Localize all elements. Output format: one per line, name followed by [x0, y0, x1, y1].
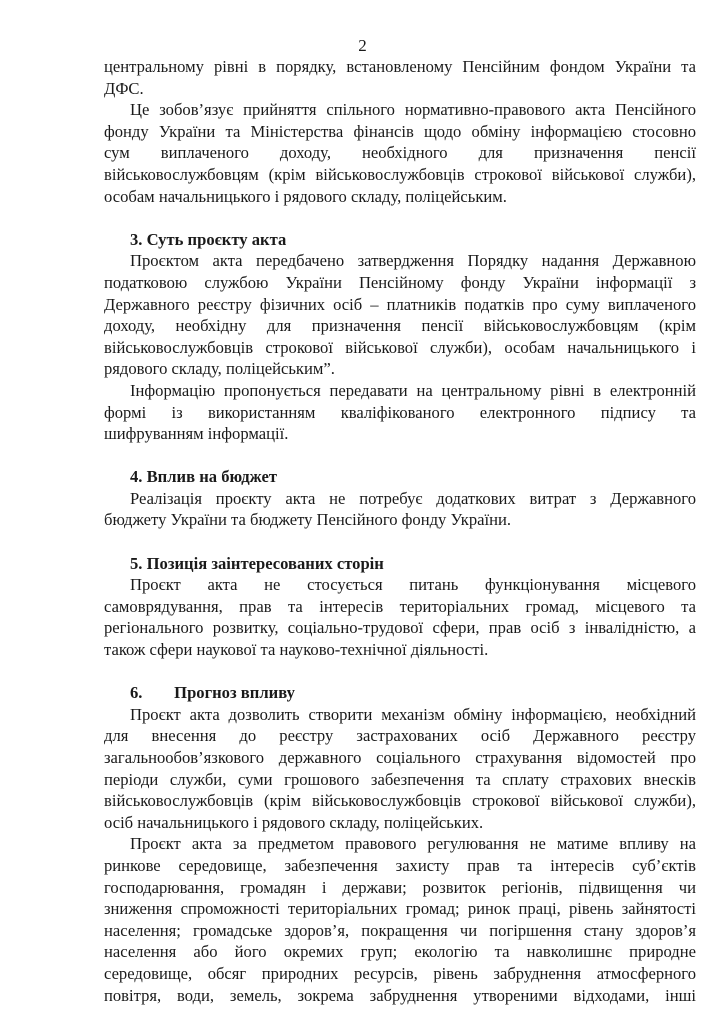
paragraph: [104, 488, 696, 531]
paragraph: [104, 833, 696, 1006]
text-line: осіб начальницького і рядового складу, поліцейських.: [104, 812, 484, 832]
section-number: 5.: [130, 553, 143, 573]
text-line: також сфери наукової та науково-технічної діяльності.: [104, 640, 489, 660]
text-line: Проєкт акта не стосується питань функціонування місцевого: [130, 575, 696, 595]
text-line: Проєкт акта за предметом правового регулювання не матиме впливу на: [130, 834, 696, 854]
text-line: середовище, обсяг природних ресурсів, рівень забруднення атмосферного: [104, 963, 696, 983]
text-line: населення; громадське здоров’я, покращення чи погіршення стану здоров’я: [104, 920, 696, 940]
text-line: періоди служби, суми грошового забезпечення та сплату страхових внесків: [104, 769, 696, 789]
section-number: 4.: [130, 467, 143, 487]
text-line: Це зобов’язує прийняття спільного нормативно-правового акта Пенсійного: [130, 100, 696, 120]
text-line: доходу, необхідну для призначення пенсії військовослужбовцям (крім: [104, 316, 696, 336]
text-line: населення або його окремих груп; екологію та навколишнє природне: [104, 942, 696, 962]
paragraph: [104, 56, 696, 99]
text-line: ринкове середовище, забезпечення захисту прав та інтересів суб’єктів: [104, 855, 696, 875]
text-line: зниження спроможності територіальних громад; ринок праці, рівень зайнятості: [104, 899, 696, 919]
text-line: для внесення до реєстру застрахованих осіб Державного реєстру: [104, 726, 696, 746]
text-line: сум виплаченого доходу, необхідного для призначення пенсії: [104, 143, 696, 163]
text-line: військовослужбовцям (крім військовослужбовців строкової військової служби),: [104, 164, 696, 184]
text-line: ДФС.: [104, 78, 144, 98]
text-line: Проєктом акта передбачено затвердження Порядку надання Державною: [130, 251, 696, 271]
text-line: формі із використанням кваліфікованого електронного підпису та: [104, 402, 696, 422]
text-line: загальнообов’язкового державного соціального страхування відомостей про: [104, 748, 696, 767]
text-line: господарювання, громадян і держави; розвиток регіонів, підвищення чи: [104, 877, 696, 897]
text-line: шифруванням інформації.: [104, 424, 289, 444]
section-number: 6.: [130, 683, 143, 703]
section-spacer: [104, 531, 696, 553]
paragraph: [104, 380, 696, 445]
paragraph: [104, 250, 696, 380]
text-line: повітря, води, земель, зокрема забруднення утвореними відходами, інші: [104, 985, 696, 1005]
section-heading: [104, 466, 696, 488]
section-title: Позиція заінтересованих сторін: [146, 553, 384, 573]
text-line: Реалізація проєкту акта не потребує додаткових витрат з Державного: [130, 488, 696, 508]
section-title: Прогноз впливу: [174, 683, 295, 703]
paragraph: [104, 704, 696, 834]
page-number: 2: [358, 36, 367, 55]
section-spacer: [104, 445, 696, 467]
section-spacer: [104, 661, 696, 683]
section-heading: [104, 553, 696, 575]
document-body: [104, 56, 696, 1006]
text-line: податковою службою України Пенсійному фонду України інформації з: [104, 272, 696, 292]
section-number: 3.: [130, 229, 143, 249]
text-line: Державного реєстру фізичних осіб – платників податків про суму виплаченого: [104, 294, 696, 314]
text-line: регіонального розвитку, соціально-трудової сфери, прав осіб з інвалідністю, а: [104, 618, 696, 638]
section-title: Суть проєкту акта: [146, 229, 287, 249]
text-line: рядового складу, поліцейським”.: [104, 359, 335, 379]
text-line: військовослужбовців (крім військовослужбовців строкової військової служби),: [104, 791, 696, 811]
text-line: особам начальницького і рядового складу, поліцейським.: [104, 186, 507, 206]
text-line: самоврядування, прав та інтересів територіальних громад, місцевого та: [104, 596, 696, 616]
text-line: військовослужбовців строкової військової служби), особам начальницького і: [104, 337, 696, 357]
text-line: центральному рівні в порядку, встановленому Пенсійним фондом України та: [104, 57, 696, 76]
text-line: Інформацію пропонується передавати на центральному рівні в електронній: [130, 380, 696, 400]
paragraph: [104, 574, 696, 660]
section-spacer: [104, 207, 696, 229]
section-heading: [104, 682, 696, 704]
section-title: Вплив на бюджет: [146, 467, 277, 487]
text-line: фонду України та Міністерства фінансів щодо обміну інформацією стосовно: [104, 121, 696, 141]
section-heading: [104, 229, 696, 251]
paragraph: [104, 99, 696, 207]
text-line: Проєкт акта дозволить створити механізм обміну інформацією, необхідний: [130, 704, 696, 724]
text-line: бюджету України та бюджету Пенсійного фонду України.: [104, 510, 512, 530]
